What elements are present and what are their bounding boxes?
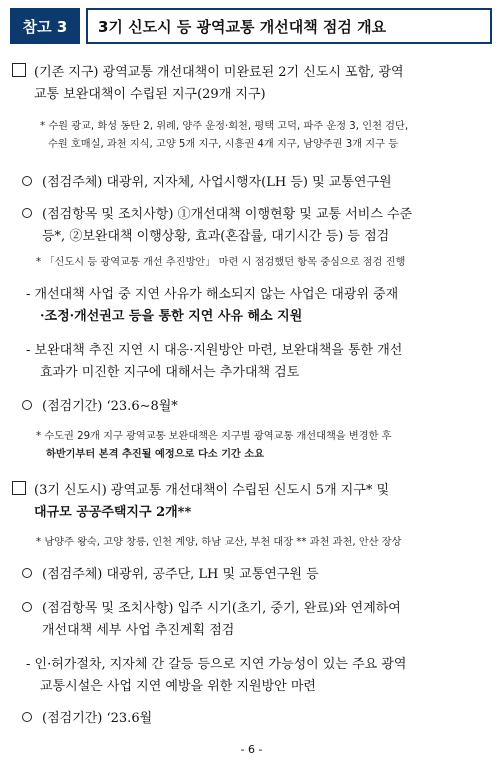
section2-subject bbox=[0, 564, 503, 586]
section2-period-text: (점검기간) ‘23.6월 bbox=[42, 711, 153, 726]
section2-heading-line2: 대규모 공공주택지구 2개** bbox=[34, 505, 192, 520]
section1-heading-line2: 교통 보완대책이 수립된 지구(29개 지구) bbox=[34, 87, 266, 102]
section1-note-line2: 수원 호매실, 과천 지식, 고양 5개 지구, 시흥권 4개 지구, 남양주권 3개 지구 등 bbox=[48, 139, 399, 150]
page-number: - 6 - bbox=[240, 743, 263, 756]
section1-items-line1: (점검항목 및 조치사항) ①개선대책 이행현황 및 교통 서비스 수준 bbox=[42, 207, 413, 222]
section1-note-line1: * 수원 광교, 화성 동탄 2, 위례, 양주 운정·회천, 평택 고덕, 파주 운정 3, 인천 검단, bbox=[40, 121, 409, 132]
circle-bullet-icon bbox=[22, 568, 32, 578]
section1-items-line2: 등*, ②보완대책 이행상황, 효과(혼잡률, 대기시간 등) 등 점검 bbox=[42, 229, 390, 244]
section2-period bbox=[0, 708, 503, 730]
page-header bbox=[10, 8, 492, 44]
circle-bullet-icon bbox=[22, 176, 32, 186]
section1-period-note-line2: 하반기부터 본격 추진될 예정으로 다소 기간 소요 bbox=[46, 449, 265, 460]
section-existing-districts bbox=[0, 62, 503, 106]
section2-items-line1: (점검항목 및 조치사항) 입주 시기(초기, 중기, 완료)와 연계하여 bbox=[42, 601, 401, 616]
section2-dash1-line2: 교통시설은 사업 지연 예방을 위한 지원방안 마련 bbox=[40, 679, 316, 694]
section1-note bbox=[0, 118, 503, 154]
checkbox-square-icon bbox=[12, 481, 26, 495]
section2-items-line2: 개선대책 세부 사업 추진계획 점검 bbox=[42, 623, 235, 638]
section1-dash1-line1: - 개선대책 사업 중 지연 사유가 해소되지 않는 사업은 대광위 중재 bbox=[26, 287, 399, 302]
section1-dash2 bbox=[0, 340, 503, 384]
reference-tag: 참고 3 bbox=[10, 8, 80, 44]
checkbox-square-icon bbox=[12, 63, 26, 77]
circle-bullet-icon bbox=[22, 712, 32, 722]
section1-dash1 bbox=[0, 284, 503, 328]
section1-heading-line1: (기존 지구) 광역교통 개선대책이 미완료된 2기 신도시 포함, 광역 bbox=[0, 62, 503, 84]
circle-bullet-icon bbox=[22, 208, 32, 218]
section1-dash2-line1: - 보완대책 추진 지연 시 대응·지원방안 마련, 보완대책을 통한 개선 bbox=[26, 343, 403, 358]
section1-dash2-line2: 효과가 미진한 지구에 대해서는 추가대책 검토 bbox=[40, 365, 300, 380]
section1-subject-text: (점검주체) 대광위, 지자체, 사업시행자(LH 등) 및 교통연구원 bbox=[42, 175, 392, 190]
section-new-towns bbox=[0, 480, 503, 524]
circle-bullet-icon bbox=[22, 602, 32, 612]
section2-items bbox=[0, 598, 503, 642]
section1-period bbox=[0, 396, 503, 418]
section2-dash1-line1: - 인·허가절차, 지자체 간 갈등 등으로 지연 가능성이 있는 주요 광역 bbox=[26, 657, 407, 672]
page-title: 3기 신도시 등 광역교통 개선대책 점검 개요 bbox=[86, 8, 492, 44]
section1-period-note-line1: * 수도권 29개 지구 광역교통 보완대책은 지구별 광역교통 개선대책을 변경한 후 bbox=[36, 431, 392, 442]
section1-items bbox=[0, 204, 503, 248]
section2-subject-text: (점검주체) 대광위, 공주단, LH 및 교통연구원 등 bbox=[42, 567, 319, 582]
section1-period-note bbox=[0, 428, 503, 464]
section1-subject bbox=[0, 172, 503, 194]
section2-note: * 남양주 왕숙, 고양 창릉, 인천 계양, 하남 교산, 부천 대장 ** 과천 과천, 안산 장상 bbox=[36, 537, 402, 548]
section1-items-note: * 「신도시 등 광역교통 개선 추진방안」 마련 시 점검했던 항목 중심으로 점검 진행 bbox=[36, 257, 406, 268]
section1-period-text: (점검기간) ‘23.6∼8월* bbox=[42, 399, 178, 414]
section2-heading-line1: (3기 신도시) 광역교통 개선대책이 수립된 신도시 5개 지구* 및 bbox=[0, 480, 503, 502]
circle-bullet-icon bbox=[22, 400, 32, 410]
section2-dash1 bbox=[0, 654, 503, 698]
section1-dash1-line2: ·조정·개선권고 등을 통한 지연 사유 해소 지원 bbox=[40, 309, 303, 324]
